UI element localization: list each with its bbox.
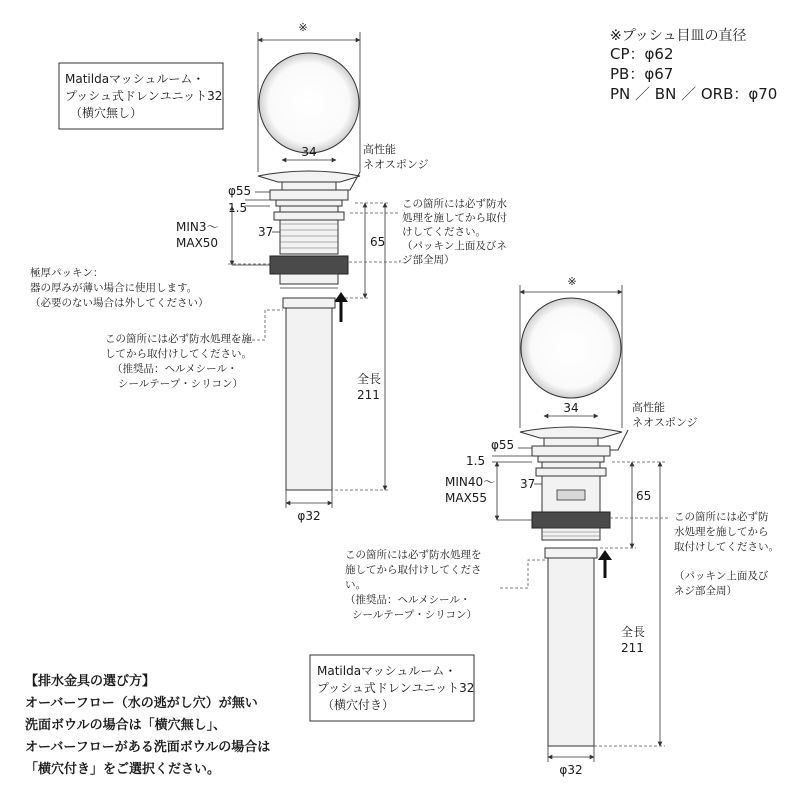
unit-b-waterproof-left-line-2: 施してから取付けしてくださ [345,564,482,576]
unit-a-asterisk: ※ [298,21,308,34]
unit-a-stem [282,182,336,190]
unit-a-dim-15: 1.5 [228,201,248,215]
unit-b-asterisk: ※ [567,275,577,288]
unit-a-name-line-2: プッシュ式ドレンユニット32 [65,89,223,103]
unit-a-packing-line-2: 器の厚みが薄い場合に使用します。 [30,282,198,294]
unit-b-dim-32: φ32 [559,763,583,777]
unit-b-dim-37: 37 [520,477,536,491]
unit-b-cap-top-view [521,298,621,398]
diameter-cp: CP：φ62 [610,45,674,63]
unit-b-cap-side [520,427,622,438]
unit-a [30,21,507,523]
unit-b-waterproof-right-line-3: 取付けしてください。 [674,541,779,553]
unit-a-sponge-line-2: ネオスポンジ [363,158,429,171]
unit-b-waterproof-right-line-1: この箇所には必ず防 [674,511,769,523]
unit-b [310,275,779,777]
unit-b-flange [532,446,610,456]
unit-b-waterproof-left-line-3: い。 [345,579,366,591]
unit-b-dim-65: 65 [636,489,652,503]
unit-b-name-line-2: プッシュ式ドレンユニット32 [317,681,475,695]
diameter-note-title: ※プッシュ目皿の直径 [610,28,747,44]
unit-a-waterproof-left-line-2: してから取付けしてください。 [105,348,252,360]
unit-a-dim-37: 37 [258,225,274,239]
guide-line-4: 「横穴付き」をご選択ください。 [25,762,221,777]
unit-a-range-max: MAX50 [176,236,219,250]
unit-a-cap-side [258,171,360,182]
unit-b-waterproof-left-line-1: この箇所には必ず防水処理を [345,549,482,561]
guide-line-3: オーバーフローがある洗面ボウルの場合は [25,740,271,755]
unit-b-waterproof-right-line-2: 水処理を施してから [674,526,769,538]
diameter-pn-bn-orb: PN ／ BN ／ ORB：φ70 [610,85,778,103]
unit-b-total-label: 全長 [621,625,646,639]
unit-b-total-value: 211 [621,641,644,655]
unit-a-waterproof-right-line-1: この箇所には必ず防水 [402,198,507,210]
unit-a-cap-top-view [259,53,359,153]
unit-a-waterproof-left-line-1: この箇所には必ず防水処理を施 [105,333,252,345]
unit-b-waterproof-left-line-4: （推奨品：ヘルメシール・ [345,594,471,606]
unit-b-name-line-3: （横穴付き） [322,698,395,712]
unit-a-tail-pipe [286,308,332,490]
unit-b-range-min: MIN40〜 [445,475,496,489]
unit-b-sponge-line-2: ネオスポンジ [632,416,698,429]
unit-b-dim-55: φ55 [491,438,515,452]
guide-line-2: 洗面ボウルの場合は「横穴無し」、 [25,718,227,733]
unit-a-packing-line-1: 極厚パッキン： [30,267,104,279]
unit-a-dim-32: φ32 [297,509,321,523]
diameter-pb: PB：φ67 [610,65,674,83]
unit-b-sponge-line-1: 高性能 [632,401,665,414]
unit-b-side-hole [557,490,585,500]
unit-a-dim-55: φ55 [228,184,252,198]
unit-a-total-label: 全長 [357,372,382,386]
unit-b-range-max: MAX55 [445,491,488,505]
unit-b-packing [532,512,610,528]
unit-a-waterproof-right-line-5: ジ部全周） [402,254,455,266]
unit-b-up-arrow-icon [598,550,612,560]
guide-title: 【排水金具の選び方】 [25,674,156,689]
unit-a-name-line-1: Matildaマッシュルーム・ [65,72,205,86]
unit-a-waterproof-right-line-3: けしてください。 [402,226,486,238]
unit-a-flange [270,190,348,200]
unit-b-waterproof-right-line-4: （パッキン上面及び [674,570,769,582]
unit-b-waterproof-left-line-5: シールテープ・シリコン） [352,609,478,621]
unit-a-total-value: 211 [357,388,380,402]
unit-b-dim-34: 34 [563,401,579,415]
unit-a-waterproof-left-line-4: シールテープ・シリコン） [118,378,244,390]
guide-line-1: オーバーフロー（水の逃がし穴）が無い [25,696,258,711]
unit-a-waterproof-right-line-4: （パッキン上面及びネ [402,240,507,252]
unit-a-sponge-line-1: 高性能 [363,143,396,156]
unit-b-name-line-1: Matildaマッシュルーム・ [317,664,457,678]
unit-a-name-line-3: （横穴無し） [70,106,143,120]
unit-a-packing-line-3: （必要のない場合は外してください） [30,297,209,309]
unit-a-dim-65: 65 [370,235,386,249]
unit-b-dim-15: 1.5 [466,454,486,468]
unit-a-waterproof-right-leader [344,258,400,262]
unit-b-waterproof-right-line-5: ネジ部全周） [674,585,737,597]
unit-a-waterproof-right-line-2: 処理を施してから取付 [402,212,507,224]
unit-a-thick-packing [270,256,348,274]
unit-a-waterproof-left-line-3: （推奨品：ヘルメシール・ [112,363,238,375]
selection-guide [25,673,270,777]
unit-a-range-min: MIN3〜 [176,220,219,234]
unit-a-up-arrow-icon [334,292,348,302]
unit-b-tail-pipe [548,558,594,746]
unit-a-dim-34: 34 [301,145,317,159]
